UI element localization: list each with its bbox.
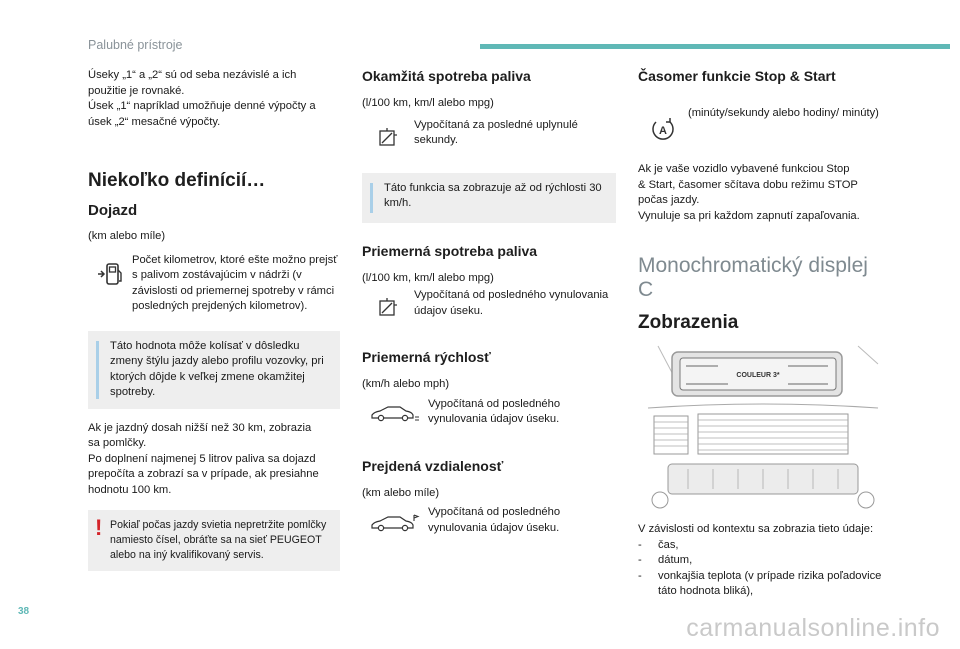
list-item: - dátum,: [638, 553, 888, 569]
range-info-text: Táto hodnota môže kolísať v dôsledku zmeny štýlu jazdy alebo profilu vozovky, pri ktorých dôjde k veľkej zmene okamžitej spotreby.: [110, 339, 324, 398]
car-distance-icon: [362, 505, 428, 533]
intro-line: úsek „2“ mesačné výpočty.: [88, 115, 221, 128]
avg-speed-unit: (km/h alebo mph): [362, 378, 450, 390]
instant-consumption-unit: (l/100 km, km/l alebo mpg): [362, 97, 494, 109]
stopstart-unit: (minúty/sekundy alebo hodiny/ minúty): [688, 107, 879, 119]
range-paragraph-line: hodnotu 100 km.: [88, 483, 172, 496]
list-item-text: čas,: [658, 538, 679, 551]
intro-line: Úsek „1“ napríklad umožňuje denné výpočty a: [88, 100, 316, 112]
display-heading: Zobrazenia: [638, 312, 739, 333]
range-heading: Dojazd: [88, 202, 138, 219]
display-items-list: [638, 538, 888, 600]
instant-consumption-description: Vypočítaná za posledné uplynulé sekundy.: [414, 118, 578, 146]
intro-line: použitie je rovnaké.: [88, 84, 185, 97]
warning-text: Pokiaľ počas jazdy svietia nepretržite pomlčky namiesto čísel, obráťte sa na sieť PEUGEOT alebo na iný kvalifikovaný servis.: [110, 519, 327, 561]
list-item: - čas,: [638, 538, 888, 554]
range-paragraph: [88, 421, 340, 499]
distance-unit: (km alebo míle): [362, 486, 440, 499]
stopstart-paragraph-line: & Start, časomer sčítava dobu režimu STOP: [638, 178, 858, 191]
column-right: [638, 68, 888, 600]
avg-speed-description: Vypočítaná od posledného vynulovania údajov úseku.: [428, 397, 561, 425]
display-intro: V závislosti od kontextu sa zobrazia tieto údaje:: [638, 523, 874, 535]
list-item-text: vonkajšia teplota (v prípade rizika poľadovice táto hodnota bliká),: [658, 569, 882, 597]
column-middle: [362, 68, 616, 536]
dashboard-illustration: [638, 344, 888, 516]
header-accent-bar: [480, 44, 950, 49]
stopstart-paragraph-line: Vynuluje sa pri každom zapnutí zapaľovania.: [638, 209, 860, 222]
instant-consumption-heading: Okamžitá spotreba paliva: [362, 68, 531, 84]
warning-note: [88, 510, 340, 571]
range-paragraph-line: prepočíta a zobrazí sa v prípade, ak presiahne: [88, 468, 319, 480]
stopstart-paragraph-line: počas jazdy.: [638, 194, 700, 206]
range-paragraph-line: Ak je jazdný dosah nižší než 30 km, zobrazia: [88, 421, 312, 434]
range-row: [88, 253, 340, 315]
watermark: carmanualsonline.info: [686, 614, 940, 642]
instant-consumption-note-text: Táto funkcia sa zobrazuje až od rýchlosti 30 km/h.: [384, 181, 602, 209]
avg-speed-heading: Priemerná rýchlosť: [362, 349, 491, 365]
stopstart-heading: Časomer funkcie Stop & Start: [638, 68, 836, 84]
instant-consumption-row: [362, 118, 616, 149]
range-paragraph-line: sa pomlčky.: [88, 437, 147, 449]
car-speed-icon: [362, 397, 428, 423]
mono-display-heading: Monochromatický displej C: [638, 254, 868, 301]
range-unit: (km alebo míle): [88, 230, 166, 242]
consumption-gauge-icon: [362, 118, 414, 148]
range-description: Počet kilometrov, ktoré ešte možno prejsť s palivom zostávajúcim v nádrži (v závislosti od priemernej spotreby v rámci posledných prejdených kilometrov).: [132, 253, 338, 312]
distance-row: [362, 505, 616, 536]
avg-consumption-unit: (l/100 km, km/l alebo mpg): [362, 271, 494, 284]
range-paragraph-line: Po doplnení najmenej 5 litrov paliva sa dojazd: [88, 452, 316, 465]
definitions-heading: Niekoľko definícií…: [88, 170, 266, 191]
svg-text:A: A: [659, 125, 667, 137]
stopstart-paragraph-line: Ak je vaše vozidlo vybavené funkciou Stop: [638, 163, 850, 175]
distance-description: Vypočítaná od posledného vynulovania údajov úseku.: [428, 506, 561, 534]
distance-heading: Prejdená vzdialenosť: [362, 457, 504, 474]
fuel-pump-icon: [88, 253, 132, 289]
display-screen-label: COULEUR 3*: [736, 372, 780, 379]
avg-consumption-description: Vypočítaná od posledného vynulovania údajov úseku.: [414, 289, 609, 317]
avg-speed-row: [362, 397, 616, 428]
info-note-bar: [370, 183, 373, 213]
list-item: - vonkajšia teplota (v prípade rizika poľadovice táto hodnota bliká),: [638, 569, 888, 600]
stopstart-paragraph: [638, 162, 888, 224]
column-left: [88, 68, 340, 571]
stopstart-row: [638, 106, 888, 142]
warning-exclamation-icon: !: [95, 515, 103, 540]
info-note-bar: [96, 341, 99, 399]
section-header-title: Palubné prístroje: [88, 38, 183, 52]
page-number: 38: [18, 606, 30, 617]
instant-consumption-note: [362, 173, 616, 223]
list-item-text: dátum,: [658, 554, 693, 566]
avg-consumption-heading: Priemerná spotreba paliva: [362, 242, 538, 259]
stop-start-icon: [638, 106, 688, 142]
intro-line: Úseky „1“ a „2“ sú od seba nezávislé a ich: [88, 69, 297, 81]
consumption-gauge-icon: [362, 288, 414, 318]
avg-consumption-row: [362, 288, 616, 319]
range-info-note: [88, 331, 340, 409]
